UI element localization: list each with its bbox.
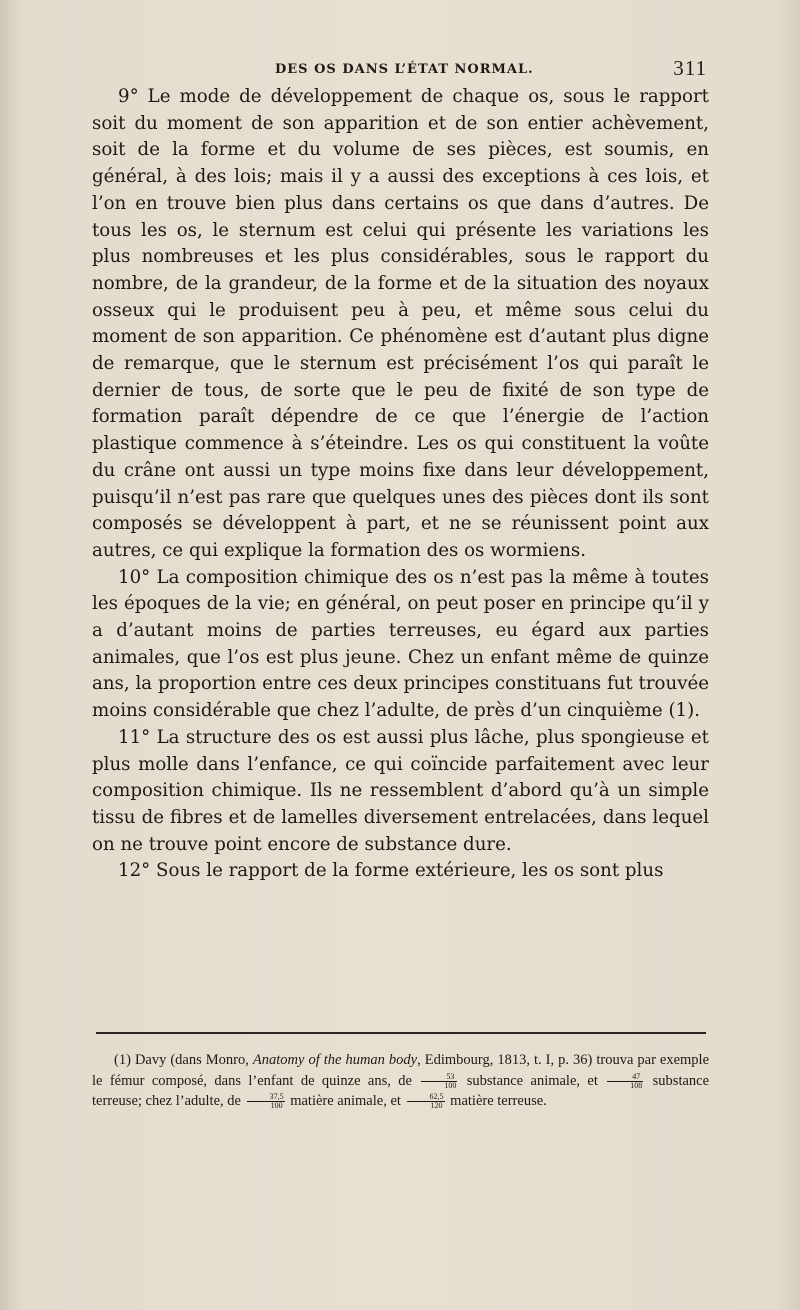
footnote-work-title: Anatomy of the human body <box>252 1052 418 1068</box>
fraction-animal-adult: $\frac{37,5}{100}$ <box>247 1093 285 1110</box>
page-number: 311 <box>673 56 707 80</box>
footnote-author: Davy (dans Monro, <box>134 1052 249 1068</box>
paragraph-9: 9° Le mode de développement de chaque os, sous le rapport soit du moment de son apparition et de son entier achèvement, soit de la forme et du volume de ses pièces, est soumis, en général, à des lois; mais il y a aussi des exceptions à ces lois, et l’on en trouve bien plus dans certains os que dans d’autres. De tous les os, le sternum est celui qui présente les variations les plus nombreuses et les plus considérables, sous le rapport du nombre, de la grandeur, de la forme et de la situation des noyaux osseux qui le produisent peu à peu, et même sous celui du moment de son apparition. Ce phénomène est d’autant plus digne de remarque, que le sternum est précisément l’os qui paraît le dernier de tous, de sorte que le peu de fixité de son type de formation paraît dépendre de ce que l’énergie de l’action plastique commence à s’éteindre. Les os qui constituent la voûte du crâne ont aussi un type moins fixe dans leur développement, puisqu’il n’est pas rare que quelques unes des pièces dont ils sont composés se développent à part, et ne se réunissent point aux autres, ce qui explique la formation des os wormiens. <box>92 86 709 561</box>
footnote-part-3: matière animale, et <box>290 1093 401 1109</box>
page-header <box>95 56 707 86</box>
footnote-divider <box>96 1032 706 1034</box>
paragraph-11: 11° La structure des os est aussi plus lâche, plus spongieuse et plus molle dans l’enfance, ce qui coïncide parfaitement avec leur composition chimique. Ils ne ressemblent d’abord qu’à un simple tissu de fibres et de lamelles diversement entrelacées, dans lequel on ne trouve point encore de substance dure. <box>92 726 709 855</box>
footnote-citation: , Edimbourg, 1813, t. I, p. 36) trouva par exemple le fémur composé, dans l’enfant de quinze ans, de <box>92 1052 710 1089</box>
paragraph-10: 10° La composition chimique des os n’est pas la même à toutes les époques de la vie; en général, on peut poser en principe qu’il y a d’autant moins de parties terreuses, eu égard aux parties animales, que l’os est plus jeune. Chez un enfant même de quinze ans, la proportion entre ces deux principes constituans fut trouvée moins considérable que chez l’adulte, de près d’un cinquième (1). <box>92 566 709 722</box>
footnote-part-2: substance terreuse; chez l’adulte, de <box>92 1072 710 1109</box>
running-title: DES OS DANS L’ÉTAT NORMAL. <box>275 62 534 77</box>
fraction-earth-child: $\frac{47}{108}$ <box>607 1073 643 1090</box>
footnote-part-1: substance animale, et <box>466 1072 598 1089</box>
footnote <box>92 1050 709 1112</box>
fraction-earth-adult: $\frac{62,5}{120}$ <box>407 1093 445 1110</box>
paragraph-12: 12° Sous le rapport de la forme extérieure, les os sont plus <box>118 860 664 882</box>
main-text <box>92 84 709 885</box>
fraction-animal-child: $\frac{53}{100}$ <box>421 1073 457 1090</box>
footnote-part-4: matière terreuse. <box>450 1093 547 1109</box>
footnote-marker: (1) <box>114 1052 131 1068</box>
footnote-text <box>92 1050 709 1112</box>
